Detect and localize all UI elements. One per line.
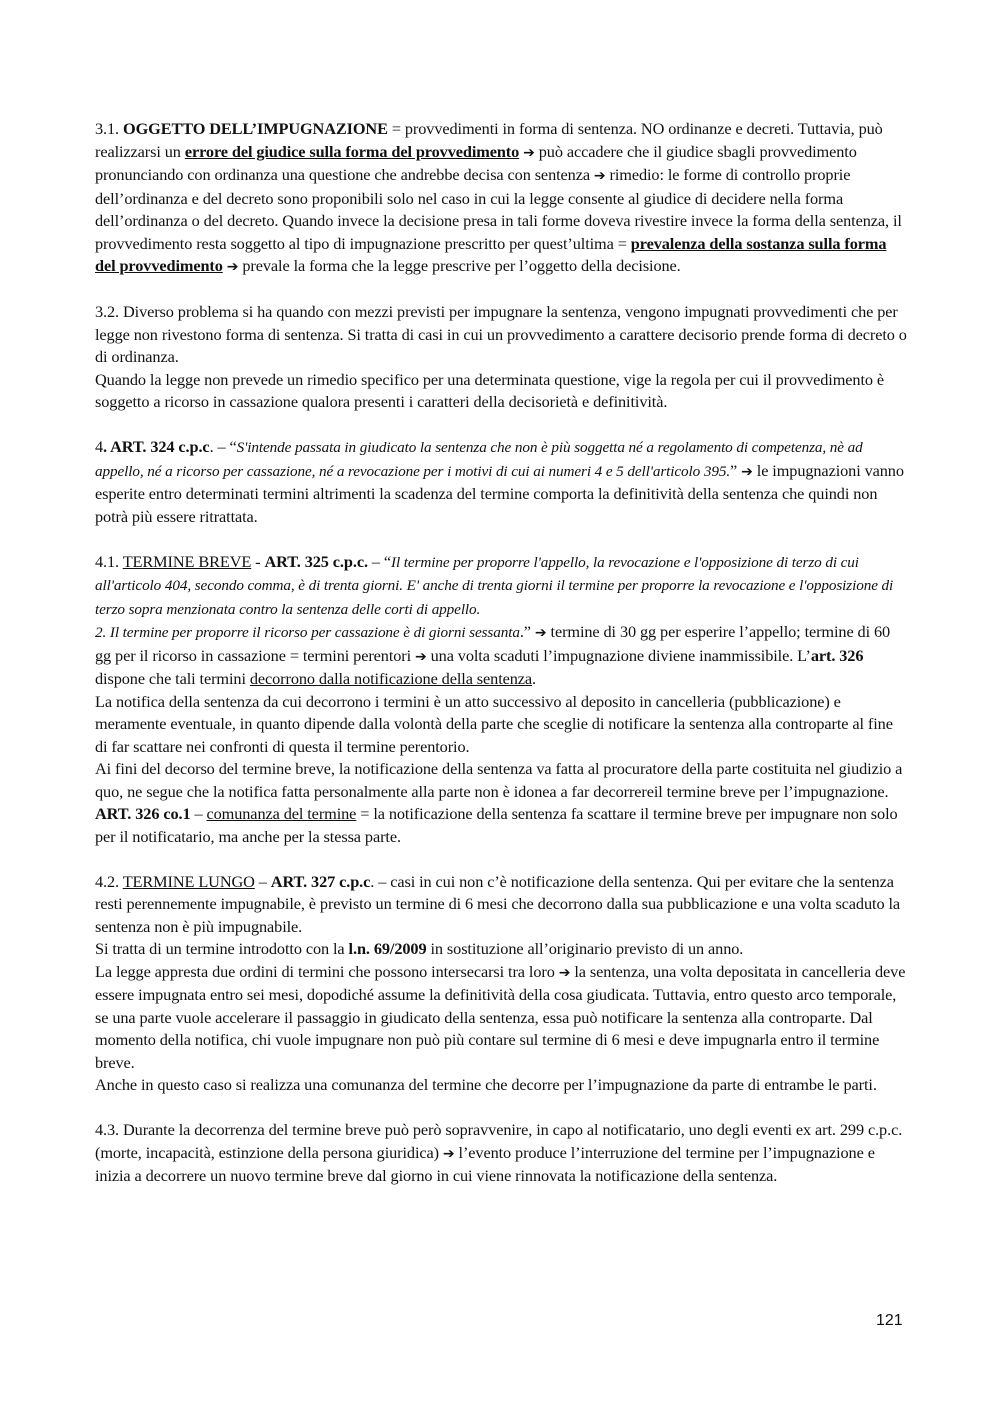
arrow-right-icon: ➔ xyxy=(523,144,535,161)
emphasis-underline: errore del giudice sulla forma del provvedimento xyxy=(184,141,520,161)
law-quote: Il termine per proporre l'appello, la revocazione e l'opposizione di terzo di cui all'articolo 404, secondo comma, è di trenta giorni. E' anche di trenta giorni il termine per proporre la revocazione e l'opposizione di terzo sopra menzionata contro la sentenza delle corti di appello. xyxy=(95,553,894,618)
emphasis-underline: decorrono dalla notificazione della sentenza xyxy=(249,669,533,688)
paragraph-4-1 xyxy=(95,551,907,849)
text: . – casi in cui non c’è notificazione della sentenza. Qui per evitare che la sentenza resti perennemente impugnabile, è previsto un termine di 6 mesi che decorrono dalla sua pubblicazione e una volta scaduto la sentenza non è più impugnabile. xyxy=(95,871,901,936)
text: - xyxy=(251,551,265,571)
arrow-right-icon: ➔ xyxy=(226,259,239,275)
text: la sentenza, una volta depositata in cancelleria deve essere impugnata entro sei mesi, dopodiché assume la definitività della cosa giudicata. Tuttavia, entro questo arco temporale, se una parte vuole accelerare il passaggio in giudicato della sentenza, essa può notificare la sentenza alla controparte. Dal momento della notifica, chi vuole impugnare non può più contare sul termine di 6 mesi e deve impugnarla entro il termine breve. xyxy=(95,961,906,1072)
text: l’evento produce l’interruzione del termine per l’impugnazione e inizia a decorrere un nuovo termine breve dal giorno in cui viene rinnovata la notificazione della sentenza. xyxy=(95,1142,875,1185)
paragraph-3-2 xyxy=(95,301,907,414)
term-heading: TERMINE BREVE xyxy=(122,551,252,571)
text: .” xyxy=(519,622,535,641)
law-quote: 2. Il termine per proporre il ricorso per cassazione è di giorni sessanta xyxy=(95,624,520,641)
arrow-right-icon: ➔ xyxy=(741,463,753,480)
text: termine di 30 gg per esperire l’appello; termine di 60 gg per il ricorso in cassazione = termini perentori xyxy=(95,622,891,665)
text: – “ xyxy=(367,551,392,571)
emphasis-underline: comunanza del termine xyxy=(206,804,357,823)
paragraph-3-1 xyxy=(95,118,907,279)
text: le impugnazioni vanno esperite entro determinati termini altrimenti la scadenza del termine comporta la definitività della sentenza che quindi non potrà più essere ritrattata. xyxy=(95,460,904,526)
arrow-right-icon: ➔ xyxy=(558,964,571,981)
text: 4.3. Durante la decorrenza del termine breve può però sopravvenire, in capo al notificatario, uno degli eventi ex art. 299 c.p.c. (morte, incapacità, estinzione della persona giuridica) xyxy=(95,1120,903,1162)
text: = la notificazione della sentenza fa scattare il termine breve per impugnare non solo per il notificatario, ma anche per la stessa parte. xyxy=(95,804,898,846)
text: Ai fini del decorso del termine breve, la notificazione della sentenza va fatta al procuratore della parte costituita nel giudizio a quo, ne segue che la notifica fatta personalmente alla parte non è idonea a far decorrereil termine breve per l’impugnazione. xyxy=(95,759,903,801)
article-reference: ART. 325 c.p.c. xyxy=(264,551,368,571)
article-reference: ART. 326 co.1 xyxy=(95,804,191,823)
paragraph-4-3 xyxy=(95,1119,907,1188)
article-reference: art. 326 xyxy=(810,645,864,665)
text: . – “ xyxy=(209,437,237,456)
text: La notifica della sentenza da cui decorrono i termini è un atto successivo al deposito in cancelleria (pubblicazione) e meramente eventuale, in quanto dipende dalla volontà della parte che sceglie di notificare la sentenza alla controparte al fine di far scattare nei confronti di questa il termine perentorio. xyxy=(95,691,893,756)
text: in sostituzione all’originario previsto di un anno. xyxy=(426,939,744,958)
term-heading: TERMINE LUNGO xyxy=(122,871,255,891)
page-body xyxy=(95,118,907,1210)
section-number: 4 xyxy=(95,437,104,456)
section-number: 4.2. xyxy=(95,871,123,891)
text: – xyxy=(190,804,207,823)
text: . xyxy=(532,669,537,688)
text: ” xyxy=(730,460,742,480)
text: Si tratta di un termine introdotto con la xyxy=(95,939,349,958)
text: – xyxy=(254,871,271,891)
text: rimedio: le forme di controllo proprie dell’ordinanza e del decreto sono proponibili solo nel caso in cui la legge consente al giudice di decidere nella forma dell’ordinanza o del decreto. Quando invece la decisione presa in tali forme doveva rivestire invece la forma della sentenza, il provvedimento resta soggetto al tipo di impugnazione prescritto per quest’ultima = xyxy=(95,165,902,253)
arrow-right-icon: ➔ xyxy=(593,168,606,184)
section-number: 3.1. xyxy=(95,119,120,138)
law-reference: l.n. 69/2009 xyxy=(348,939,427,958)
arrow-right-icon: ➔ xyxy=(442,1145,455,1162)
page-number: 121 xyxy=(876,1312,903,1329)
text: una volta scaduti l’impugnazione diviene inammissibile. L’ xyxy=(426,645,811,665)
text: Anche in questo caso si realizza una comunanza del termine che decorre per l’impugnazione da parte di entrambe le parti. xyxy=(95,1075,877,1094)
arrow-right-icon: ➔ xyxy=(415,648,427,665)
text: può accadere che il giudice sbagli provvedimento pronunciando con ordinanza una questione che andrebbe decisa con sentenza xyxy=(95,141,857,184)
text: 3.2. Diverso problema si ha quando con mezzi previsti per impugnare la sentenza, vengono impugnati provvedimenti che per legge non rivestono forma di sentenza. Si tratta di casi in cui un provvedimento a carattere decisorio prende forma di decreto o di ordinanza. xyxy=(95,302,907,366)
article-reference: . ART. 324 c.p.c xyxy=(103,437,210,456)
emphasis-underline: prevalenza della sostanza sulla forma del provvedimento xyxy=(95,233,887,275)
text: dispone che tali termini xyxy=(95,669,250,688)
article-reference: ART. 327 c.p.c xyxy=(270,871,371,891)
paragraph-4 xyxy=(95,436,907,528)
section-number: 4.1. xyxy=(95,551,123,571)
paragraph-4-2 xyxy=(95,871,907,1097)
text: = provvedimenti in forma di sentenza. NO ordinanze e decreti. Tuttavia, può realizzarsi un xyxy=(95,119,883,161)
text: La legge appresta due ordini di termini che possono intersecarsi tra loro xyxy=(95,961,559,981)
law-quote: S'intende passata in giudicato la sentenza che non è più soggetta né a regolamento di competenza, nè ad appello, né a ricorso per cassazione, né a revocazione per i motivi di cui ai numeri 4 e 5 dell'articolo 395. xyxy=(95,439,863,480)
text: Quando la legge non prevede un rimedio specifico per una determinata questione, vige la regola per cui il provvedimento è soggetto a ricorso in cassazione qualora presenti i caratteri della decisorietà e definitività. xyxy=(95,369,885,411)
section-heading: OGGETTO DELL’IMPUGNAZIONE xyxy=(123,119,388,138)
arrow-right-icon: ➔ xyxy=(534,625,547,641)
text: prevale la forma che la legge prescrive per l’oggetto della decisione. xyxy=(238,256,681,275)
